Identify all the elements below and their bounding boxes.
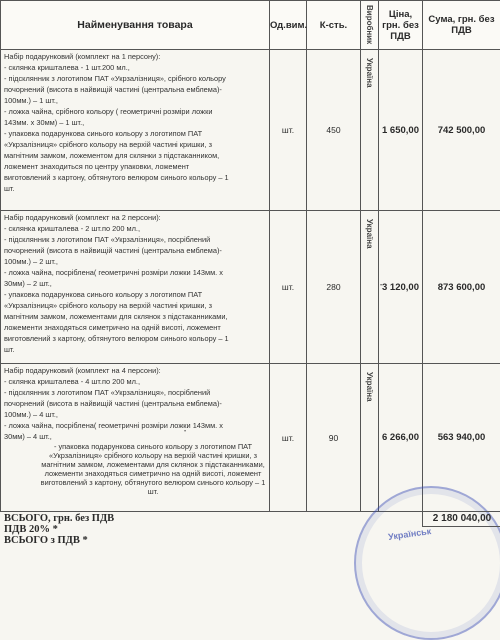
- desc-line: 100мм.) – 1 шт.,: [4, 95, 266, 106]
- total-label: ВСЬОГО, грн. без ПДВ: [4, 513, 114, 524]
- speck-mark: •: [184, 429, 186, 435]
- row-unit: шт.: [270, 50, 307, 211]
- row-unit: шт.: [270, 211, 307, 364]
- table-row: [1, 50, 500, 211]
- desc-line: - склянка кришталева - 1 шт.200 мл.,: [4, 62, 266, 73]
- desc-line: почорнений (висота в найвищій частині (центральна емблема)-: [4, 245, 266, 256]
- desc-line: - підсклянник з логотипом ПАТ «Укрзалізниця», посріблений: [4, 234, 266, 245]
- desc-line: Набір подарунковий (комплект на 4 персони):: [4, 365, 266, 376]
- row-sum: 742 500,00: [423, 50, 500, 211]
- desc-line: Набір подарунковий (комплект на 2 персони):: [4, 212, 266, 223]
- vat-label: ПДВ 20% *: [4, 524, 114, 535]
- desc-line: 100мм.) – 4 шт.,: [4, 409, 266, 420]
- header-row: [1, 1, 500, 50]
- row-maker-label: Україна: [365, 219, 374, 249]
- seal-stamp: [354, 486, 500, 640]
- row-price: 6 266,00: [379, 364, 423, 512]
- desc-line: - ложка чайна, посріблена( геометричні розміри ложки 143мм. х: [4, 267, 266, 278]
- desc-line: - склянка кришталева - 4 шт.по 200 мл.,: [4, 376, 266, 387]
- row-maker: [361, 364, 379, 512]
- row-qty: 90: [307, 364, 361, 512]
- header-qty: К-сть.: [307, 1, 361, 50]
- desc-packaging: - упаковка подарункова синього кольору з логотипом ПАТ «Укрзалізниця» срібного кольору на верхій частині кришки, з магнітним замком, ложементами для склянок з підстаканниками, ложементи знаходяться симетрично на одній висоті, ложемент виготовлений з картону, обтянутого велюром синього кольору – 1 шт.: [4, 442, 266, 496]
- desc-line: виготовлений з картону, обтянутого велюром синього кольору – 1: [4, 172, 266, 183]
- total-with-vat-label: ВСЬОГО з ПДВ *: [4, 535, 114, 546]
- header-name: Найменування товара: [1, 1, 270, 50]
- table-row: [1, 211, 500, 364]
- desc-line: - ложка чайна, срібного кольору ( геометричні розміри ложки: [4, 106, 266, 117]
- desc-line: - склянка кришталева - 2 шт.по 200 мл.,: [4, 223, 266, 234]
- desc-line: виготовлений з картону, обтянутого велюром синього кольору – 1: [4, 333, 266, 344]
- row-unit: шт.: [270, 364, 307, 512]
- desc-line: Набір подарунковий (комплект на 1 персону):: [4, 51, 266, 62]
- desc-line: ложементи знаходяться симетрично на одній висоті, ложемент: [4, 322, 266, 333]
- header-unit: Од.вим.: [270, 1, 307, 50]
- row-qty: 280: [307, 211, 361, 364]
- total-value: 2 180 040,00: [422, 511, 500, 527]
- totals-block: [4, 513, 114, 546]
- row-maker-label: Україна: [365, 58, 374, 88]
- desc-line: шт.: [4, 183, 266, 194]
- row-price: 3 120,00: [379, 211, 423, 364]
- row-maker: [361, 211, 379, 364]
- seal-stamp-text: Українськ: [388, 526, 432, 542]
- row-sum: 873 600,00: [423, 211, 500, 364]
- desc-line: «Укрзалізниця» срібного кольору на верхій частині кришки, з: [4, 139, 266, 150]
- header-sum: Сума, грн. без ПДВ: [423, 1, 500, 50]
- desc-line: 30мм) – 4 шт.,: [4, 431, 266, 442]
- row-maker-label: Україна: [365, 372, 374, 402]
- row-price: 1 650,00: [379, 50, 423, 211]
- row-maker: [361, 50, 379, 211]
- desc-line: - упаковка подарункова синього кольору з логотипом ПАТ: [4, 289, 266, 300]
- desc-line: - упаковка подарункова синього кольору з логотипом ПАТ: [4, 128, 266, 139]
- desc-line: магнітним замком, ложементом для склянки з підстаканником,: [4, 150, 266, 161]
- desc-line: 30мм) – 2 шт.,: [4, 278, 266, 289]
- row-description: [1, 211, 270, 364]
- desc-line: - підсклянник з логотипом ПАТ «Укрзалізниця», посріблений: [4, 387, 266, 398]
- desc-line: почорнений (висота в найвищій частині (центральна емблема)-: [4, 84, 266, 95]
- desc-line: ложемент знаходиться по центру упаковки, ложемент: [4, 161, 266, 172]
- desc-line: шт.: [4, 344, 266, 355]
- row-sum: 563 940,00: [423, 364, 500, 512]
- row-description: [1, 50, 270, 211]
- desc-line: 143мм. х 30мм) – 1 шт.,: [4, 117, 266, 128]
- header-price: Ціна, грн. без ПДВ: [379, 1, 423, 50]
- speck-mark: •: [380, 283, 382, 289]
- row-description: [1, 364, 270, 512]
- desc-line: - підсклянник з логотипом ПАТ «Укрзалізниця», срібного кольору: [4, 73, 266, 84]
- desc-line: 100мм.) – 2 шт.,: [4, 256, 266, 267]
- desc-line: почорнений (висота в найвищій частині (центральна емблема)-: [4, 398, 266, 409]
- desc-line: магнітним замком, ложементами для склянок з підстаканниками,: [4, 311, 266, 322]
- row-qty: 450: [307, 50, 361, 211]
- desc-line: - ложка чайна, посріблена( геометричні розміри ложки 143мм. х: [4, 420, 266, 431]
- desc-line: «Укрзалізниця» срібного кольору на верхій частині кришки, з: [4, 300, 266, 311]
- header-maker-label: Виробник: [364, 5, 375, 44]
- header-maker: [361, 1, 379, 50]
